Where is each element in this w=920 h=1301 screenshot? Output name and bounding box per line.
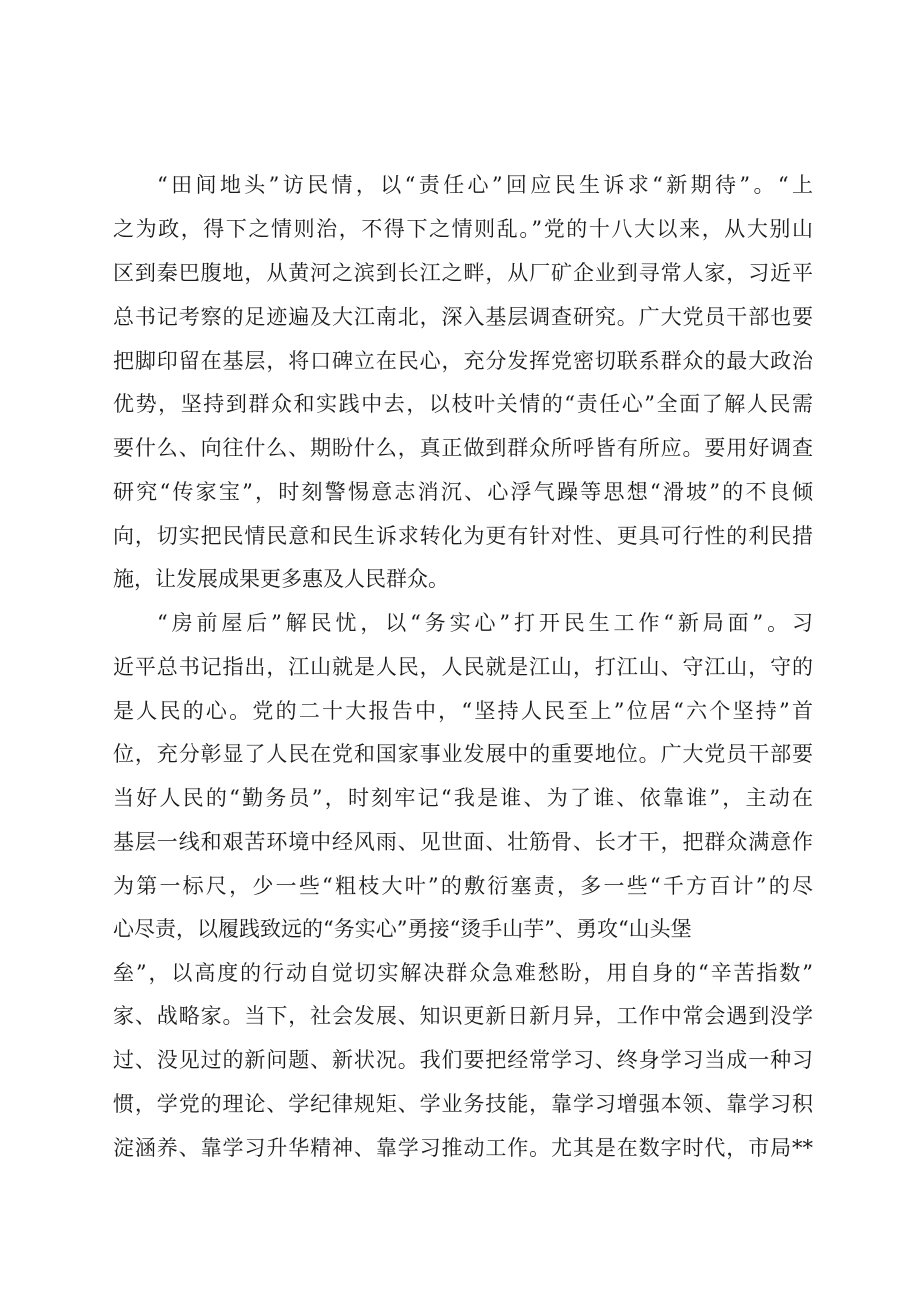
paragraph-2-line-8: 心尽责，以履践致远的“务实心”勇接“烫手山芋”、勇攻“山头堡 — [113, 917, 692, 941]
paragraph-2-line-1: “房前屋后”解民忧，以“务实心”打开民生工作“新局面”。习 — [157, 611, 813, 635]
paragraph-1-line-5: 把脚印留在基层，将口碑立在民心，充分发挥党密切联系群众的最大政治 — [113, 349, 813, 373]
paragraph-2-line-7: 为第一标尺，少一些“粗枝大叶”的敷衍塞责，多一些“千方百计”的尽 — [113, 874, 813, 898]
paragraph-3-line-4: 淀涵养、靠学习升华精神、靠学习推动工作。尤其是在数字时代，市局** — [113, 1136, 813, 1160]
paragraph-2-line-6: 基层一线和艰苦环境中经风雨、见世面、壮筋骨、长才干，把群众满意作 — [113, 830, 813, 854]
paragraph-1-line-1: “田间地头”访民情，以“责任心”回应民生诉求“新期待”。“上 — [157, 173, 813, 197]
paragraph-1-line-4: 总书记考察的足迹遍及大江南北，深入基层调查研究。广大党员干部也要 — [113, 305, 813, 329]
paragraph-3-line-3: 惯，学党的理论、学纪律规矩、学业务技能，靠学习增强本领、靠学习积 — [113, 1092, 813, 1116]
paragraph-1-line-8: 研究“传家宝”，时刻警惕意志消沉、心浮气躁等思想“滑坡”的不良倾 — [113, 480, 813, 504]
paragraph-3-line-2: 过、没见过的新问题、新状况。我们要把经常学习、终身学习当成一种习 — [113, 1048, 813, 1072]
paragraph-1-line-3: 区到秦巴腹地，从黄河之滨到长江之畔，从厂矿企业到寻常人家，习近平 — [113, 261, 813, 285]
paragraph-2-line-5: 当好人民的“勤务员”，时刻牢记“我是谁、为了谁、依靠谁”，主动在 — [113, 786, 813, 810]
paragraph-1-line-7: 要什么、向往什么、期盼什么，真正做到群众所呼皆有所应。要用好调查 — [113, 436, 813, 460]
paragraph-2-line-4: 位，充分彰显了人民在党和国家事业发展中的重要地位。广大党员干部要 — [113, 742, 813, 766]
paragraph-1-line-10: 施，让发展成果更多惠及人民群众。 — [113, 567, 449, 591]
paragraph-2-line-2: 近平总书记指出，江山就是人民，人民就是江山，打江山、守江山，守的 — [113, 655, 813, 679]
paragraph-2-line-3: 是人民的心。党的二十大报告中，“坚持人民至上”位居“六个坚持”首 — [113, 699, 813, 723]
paragraph-2-line-9: 垒”，以高度的行动自觉切实解决群众急难愁盼，用自身的“辛苦指数” — [113, 961, 813, 985]
paragraph-1-line-9: 向，切实把民情民意和民生诉求转化为更有针对性、更具可行性的利民措 — [113, 524, 813, 548]
paragraph-3-line-1: 家、战略家。当下，社会发展、知识更新日新月异，工作中常会遇到没学 — [113, 1004, 813, 1028]
paragraph-1-line-6: 优势，坚持到群众和实践中去，以枝叶关情的“责任心”全面了解人民需 — [113, 392, 813, 416]
paragraph-1-line-2: 之为政，得下之情则治，不得下之情则乱。”党的十八大以来，从大别山 — [113, 217, 813, 241]
